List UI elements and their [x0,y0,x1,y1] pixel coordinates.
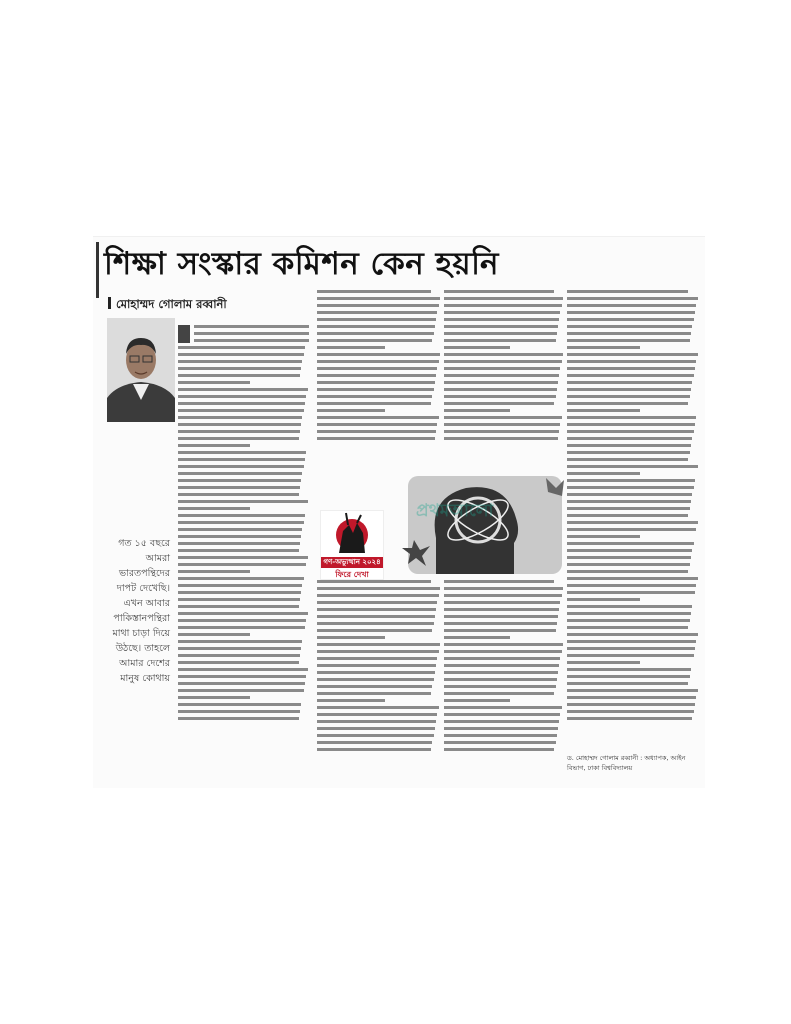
text-line [317,381,435,384]
text-line [178,409,304,412]
text-line [444,643,563,646]
text-line [317,629,432,632]
text-line [317,437,435,440]
text-line [178,535,301,538]
text-line [567,472,640,475]
text-line [317,741,432,744]
text-line [444,615,558,618]
text-line [317,367,437,370]
text-line [178,500,308,503]
text-line [444,332,557,335]
text-line [317,671,435,674]
text-line [567,647,695,650]
text-line [178,423,301,426]
text-line [567,514,688,517]
text-line [567,381,692,384]
text-line [444,374,559,377]
text-line [567,619,690,622]
text-line [444,311,560,314]
text-line [317,636,385,639]
text-line [567,395,690,398]
text-line [567,444,691,447]
text-line [567,360,696,363]
text-line [317,353,440,356]
text-line [178,360,302,363]
text-line [178,563,306,566]
text-line [567,486,694,489]
text-line [444,402,554,405]
text-line [567,570,688,573]
text-line [567,668,691,671]
text-line [567,290,688,293]
text-line [317,388,434,391]
text-line [317,325,435,328]
text-line [567,710,694,713]
text-line [178,521,304,524]
text-line [178,598,300,601]
text-line [194,339,309,342]
text-line [567,689,698,692]
text-line [178,640,302,643]
text-line [178,682,305,685]
text-line [567,325,692,328]
text-line [317,727,435,730]
author-signature: ড. মোহাম্মদ গোলাম রব্বানী : অধ্যাপক, আইন বিভাগ, ঢাকা বিশ্ববিদ্যালয় [567,754,686,772]
article-headline: শিক্ষা সংস্কার কমিশন কেন হয়নি [104,246,499,282]
text-line [317,685,432,688]
text-column-3-lower [444,580,564,765]
headline-rule [96,242,99,298]
text-line [317,430,436,433]
author-photo [107,318,175,422]
column-text [444,580,564,751]
drop-cap [178,325,190,343]
logo-ganaabhyutthan [320,510,384,580]
text-line [444,608,559,611]
text-line [178,493,299,496]
text-line [178,577,304,580]
text-line [567,612,691,615]
logo-subtitle: ফিরে দেখা [335,570,369,579]
text-line [317,416,439,419]
text-line [178,619,306,622]
text-line [178,402,305,405]
text-line [178,584,302,587]
text-line [317,290,431,293]
text-line [444,346,510,349]
text-line [567,598,640,601]
text-line [567,661,640,664]
text-line [567,437,692,440]
text-line [567,549,692,552]
text-line [444,727,558,730]
text-line [567,339,690,342]
text-line [178,528,302,531]
text-column-2-lower [317,580,441,765]
text-line [178,549,299,552]
text-line [178,353,304,356]
text-line [567,591,695,594]
text-line [567,521,698,524]
text-line [178,647,301,650]
text-line [567,703,695,706]
text-line [317,720,436,723]
text-line [567,304,696,307]
text-line [567,640,696,643]
text-line [178,437,299,440]
text-line [178,486,300,489]
text-line [444,664,559,667]
text-line [567,423,695,426]
text-line [317,402,431,405]
text-column-4 [567,290,699,750]
text-line [444,636,510,639]
text-line [567,402,688,405]
text-line [317,650,439,653]
text-line [444,304,562,307]
text-line [178,710,300,713]
text-column-2 [317,290,441,455]
text-line [444,748,554,751]
text-line [567,374,694,377]
text-line [178,633,250,636]
text-column-3 [444,290,564,455]
text-line [178,416,302,419]
text-line [317,346,385,349]
text-line [444,416,562,419]
text-line [567,507,690,510]
text-line [317,615,435,618]
text-line [178,612,308,615]
text-line [444,381,558,384]
text-line [317,699,385,702]
text-line [178,556,308,559]
text-line [317,587,440,590]
text-line [567,696,696,699]
text-line [178,661,299,664]
text-line [444,409,510,412]
text-line [317,657,437,660]
text-line [317,643,440,646]
text-line [444,692,554,695]
text-line [317,297,440,300]
text-line [317,664,436,667]
text-line [567,346,640,349]
text-line [567,675,690,678]
text-line [567,584,696,587]
text-line [178,374,300,377]
text-line [178,346,305,349]
text-line [567,682,688,685]
text-line [444,430,559,433]
text-line [567,633,698,636]
text-line [317,713,437,716]
text-line [567,577,698,580]
text-line [567,416,696,419]
text-line [444,720,559,723]
text-column-1 [178,325,309,750]
text-line [317,311,437,314]
column-text [567,290,699,720]
text-line [178,381,250,384]
text-line [317,409,385,412]
text-line [444,657,560,660]
text-line [567,388,691,391]
text-line [567,479,695,482]
text-line [444,353,563,356]
text-line [567,717,692,720]
text-line [444,671,558,674]
text-line [567,626,688,629]
text-line [317,748,431,751]
text-line [444,339,556,342]
text-line [317,395,432,398]
text-line [178,668,308,671]
text-line [444,587,563,590]
text-line [317,601,437,604]
text-line [178,689,304,692]
text-line [178,675,306,678]
column-text [444,290,564,440]
text-line [317,374,436,377]
text-line [444,706,562,709]
text-line [567,654,694,657]
text-line [317,332,434,335]
text-line [178,395,306,398]
text-line [178,626,305,629]
text-line [444,601,560,604]
text-line [567,409,640,412]
text-line [567,528,696,531]
column-text [317,580,441,751]
text-line [444,367,560,370]
text-line [444,713,560,716]
text-line [178,514,305,517]
text-line [567,563,690,566]
text-line [178,570,250,573]
pull-quote: গত ১৫ বছরে আমরা ভারতপন্থিদের দাপট দেখেছি। এখন আবার পাকিস্তানপন্থিরা মাথা চাড়া দিয়ে উঠছে। তাহলে আমার দেশের মানুষ কোথায় [112,538,170,684]
text-line [317,734,434,737]
text-line [178,717,299,720]
text-line [444,734,557,737]
logo-title: গণ-অভ্যুত্থান ২০২৪ [321,557,383,568]
text-line [178,458,305,461]
text-line [178,507,250,510]
text-line [317,622,434,625]
watermark-text: প্রথমআলো [416,501,494,521]
text-line [444,395,556,398]
text-line [567,500,691,503]
author-byline: মোহাম্মদ গোলাম রব্বানী [108,296,227,315]
column-text [317,290,441,440]
text-line [567,465,698,468]
text-line [567,430,694,433]
text-line [317,423,437,426]
text-line [317,339,432,342]
text-line [317,594,439,597]
text-line [178,444,250,447]
text-line [178,388,308,391]
text-line [567,318,694,321]
text-line [178,451,306,454]
text-line [444,318,559,321]
text-line [317,304,439,307]
text-line [444,622,557,625]
text-line [178,465,304,468]
text-line [567,458,688,461]
text-line [178,696,250,699]
text-line [317,692,431,695]
text-line [567,311,695,314]
clip-top-rule [93,236,705,237]
text-line [317,318,436,321]
text-line [444,699,510,702]
text-line [444,580,554,583]
column-text [178,325,309,720]
text-line [567,535,640,538]
text-line [194,325,309,328]
text-line [178,654,300,657]
text-line [444,388,557,391]
text-line [567,451,690,454]
text-line [444,423,560,426]
text-line [178,605,299,608]
text-line [444,741,556,744]
text-line [178,591,301,594]
text-line [178,367,301,370]
text-line [444,629,556,632]
text-line [444,650,562,653]
text-line [444,290,554,293]
text-line [194,332,309,335]
text-line [444,297,563,300]
text-line [178,703,301,706]
text-line [567,542,694,545]
text-line [444,360,562,363]
text-line [317,360,439,363]
text-line [567,556,691,559]
text-line [444,685,556,688]
text-line [317,706,439,709]
text-line [567,367,695,370]
text-line [178,479,301,482]
text-line [444,678,557,681]
text-line [444,325,558,328]
text-line [317,608,436,611]
text-line [178,430,300,433]
text-line [178,472,302,475]
text-line [567,297,698,300]
text-line [567,332,691,335]
text-line [317,678,434,681]
text-line [178,542,300,545]
text-line [567,353,698,356]
text-line [444,594,562,597]
text-line [567,493,692,496]
text-line [444,437,558,440]
text-line [567,605,692,608]
